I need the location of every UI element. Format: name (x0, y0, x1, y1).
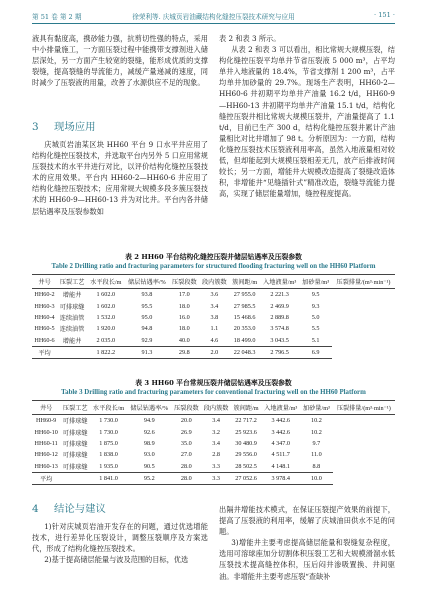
table-cell: 3 574.8 (270, 325, 289, 333)
table-row (32, 289, 395, 301)
table-cell: HH60-3 (34, 302, 55, 310)
table-cell: 93.0 (143, 451, 155, 459)
body-paragraph: 液具有黏度高，携砂能力强，抗剪切性强的特点，采用中小排量施工，一方面压裂过程中能携带支撑剂进入储层深处，另一方面产生较宽的裂缝，能形成优质的支撑裂缝，提高裂缝的导流能力，减缓产量递减的速度，同时减少了压裂液的用量，改善了水源供应不足的现象。 (32, 34, 208, 88)
table-cell: 1 532.0 (96, 313, 116, 321)
table2-caption (28, 252, 399, 272)
table-cell: 可排球缝 (62, 452, 88, 460)
table2-caption-zh: 表 2 HH60 平台结构化缝控压裂井储层钻遇率及压裂参数 (125, 253, 302, 261)
header-page-number: · 151 · (374, 11, 395, 19)
table-cell: 20.0 (180, 417, 192, 425)
table-cell: HH60-6 (34, 336, 55, 344)
column-header: 压裂工艺 (60, 401, 90, 415)
table-cell: HH60-12 (34, 451, 58, 459)
table-cell: 30 480.9 (235, 439, 257, 447)
column-header: 压裂工艺 (57, 275, 87, 289)
table-cell: 40.0 (178, 336, 190, 344)
column-header: 簇间距/m (231, 401, 261, 415)
table-cell: 3.3 (201, 472, 231, 484)
body-paragraph: 表 2 和表 3 所示。 (219, 34, 281, 43)
table-cell: 3 043.5 (270, 336, 289, 344)
table-cell: 28.0 (171, 472, 201, 484)
table-cell: 95.5 (141, 302, 153, 310)
table-cell: 10.2 (310, 428, 322, 436)
table-cell: 16.0 (178, 313, 190, 321)
table-cell: 18 499.0 (233, 336, 256, 344)
table-cell: 91.3 (125, 346, 170, 358)
table-cell: 9.3 (311, 302, 320, 310)
table-cell: 27 985.5 (233, 302, 256, 310)
column-header: 簇间距/m (229, 275, 259, 289)
table-cell: 2 035.0 (96, 336, 116, 344)
section-heading-3 (32, 118, 96, 133)
column-header: 水平段长/m (90, 401, 127, 415)
table-cell: HH60-11 (34, 439, 58, 447)
table-cell: 2.0 (199, 346, 229, 358)
table-cell: 2 889.8 (270, 313, 289, 321)
table-cell: 26.9 (180, 428, 192, 436)
table-cell: 28 502.5 (235, 462, 257, 470)
table-cell: 90.5 (143, 462, 155, 470)
table-cell: 3.2 (212, 428, 220, 436)
table-cell: 10.0 (300, 472, 332, 484)
table-cell: 27 955.0 (233, 291, 256, 299)
table-cell: 1 822.2 (87, 346, 124, 358)
table-header-row (32, 401, 395, 415)
left-column-top (32, 33, 208, 88)
column-header: 入地液量/m³ (261, 401, 300, 415)
table-cell: 1 602.0 (96, 302, 116, 310)
table-cell: 29.8 (169, 346, 199, 358)
table-row (32, 300, 395, 311)
header-rule (32, 23, 395, 24)
table-cell: 10.2 (310, 417, 322, 425)
table2-caption-en: Table 2 Drilling ratio and fracturing parameters for structured flooding fracturing well on the HH60 Platform (51, 263, 376, 270)
column-header: 压裂排量/(m³·min⁻¹) (332, 275, 395, 289)
column-header: 加砂量/m³ (300, 401, 332, 415)
table-cell: 93.8 (141, 291, 153, 299)
table-cell (60, 472, 90, 484)
table-cell: 4 511.7 (271, 451, 290, 459)
section-title: 现场应用 (54, 121, 96, 133)
table-cell: 4 148.1 (271, 462, 290, 470)
section-title: 结论与建议 (54, 503, 106, 515)
table-cell: 29 556.0 (235, 451, 257, 459)
table-cell: 3.4 (212, 439, 220, 447)
table3-caption-zh: 表 3 HH60 平台常规压裂井储层钻遇率及压裂参数 (135, 379, 292, 387)
table-cell: 3.4 (210, 302, 219, 310)
body-paragraph: 从表 2 和表 3 可以看出，相比常规大规模压裂，结构化缝控压裂平均单井节省压裂液 5 000 m³，占平均单井入地液量的 18.4%，节省支撑剂 1 200 m³，占平均单井加砂量的 29.7%。现场生产表明，HH60-2—HH60-6 井初期平均单井产油量 16.2 t/d，HH60-9—HH60-13 井初期平均单井产油量 15.1 t/d，结构化缝控压裂井相比常规大规模压裂井，产油量提高了 1.1 t/d，目前已生产 300 d，结构化缝控压裂井累计产油量相比对比井增加了 98 t。分析原因为：一方面，结构化缝控压裂技术压裂液利用率高，虽然入地液量相对较低，但却能起到大规模压裂相差无几，放产后排液时间较长；另一方面，增能井大规模改造提高了裂缝改造体积，非增能井“见缝插针式”精准改造，裂缝导流能力提高，实现了储层能量增加，缝控程度提高。 (219, 45, 395, 199)
table-row (32, 415, 395, 427)
table-cell: 连续油管 (59, 314, 85, 322)
column-header: 加砂量/m³ (299, 275, 332, 289)
table-cell: 22 048.3 (229, 346, 259, 358)
table-cell: 27 052.6 (231, 472, 261, 484)
table-cell: 3 442.6 (271, 428, 290, 436)
table-cell: 1 838.0 (99, 451, 118, 459)
table-cell: 3.3 (212, 462, 220, 470)
column-header: 压裂段数 (169, 275, 199, 289)
column-header: 水平段长/m (87, 275, 124, 289)
table-cell: 平均 (32, 472, 60, 484)
table-cell: 可排球缝 (62, 440, 88, 448)
table-cell: 92.6 (143, 428, 155, 436)
table-cell: 可排球缝 (62, 429, 88, 437)
column-header: 段内簇数 (201, 401, 231, 415)
left-column-section4 (32, 521, 208, 565)
table-cell: 94.9 (143, 417, 155, 425)
table-cell: 平均 (32, 346, 57, 358)
table-cell: 92.9 (141, 336, 153, 344)
table-row (32, 346, 395, 358)
table-cell: 1.1 (210, 325, 219, 333)
table-cell: 18.0 (178, 325, 190, 333)
table-cell: 18.0 (178, 302, 190, 310)
table-cell: HH60-5 (34, 325, 55, 333)
running-header (32, 11, 395, 23)
table-cell: 15 468.6 (233, 313, 256, 321)
table-cell: 1 730.0 (99, 417, 118, 425)
table-row (32, 461, 395, 473)
table-cell: 1 875.0 (99, 439, 118, 447)
table-cell: 可排球缝 (62, 463, 88, 471)
table-cell: 1 935.0 (99, 462, 118, 470)
table-cell: 17.0 (178, 291, 190, 299)
table-row (32, 335, 395, 347)
table-cell: 增能井 (62, 292, 82, 300)
table-cell: 5.1 (311, 336, 320, 344)
table-cell: 35.0 (180, 439, 192, 447)
column-header: 储层钻遇率/% (127, 401, 171, 415)
table-cell: 连续油管 (59, 326, 85, 334)
table-header-row (32, 275, 395, 289)
column-header: 压裂排量/(m³·min⁻¹) (333, 401, 395, 415)
body-paragraph: 庆城页岩油某区块 HH60 平台 9 口水平井应用了结构化缝控压裂技术，并选取平台内另外 5 口应用常规压裂技术的水平井进行对比，以评价结构化缝控压裂技术的应用效果。平台内 HH60-2—HH60-6 井应用了结构化缝控压裂技术；应用常规大规模多段多簇压裂技术的 HH60-9—HH60-13 并为对比井。平台内各井储层钻遇率及压裂参数如 (32, 140, 208, 216)
table-cell: 22 717.2 (235, 417, 257, 425)
table-cell: 4 347.0 (271, 439, 290, 447)
table-cell: 9.5 (311, 291, 320, 299)
table3-caption-en: Table 3 Drilling ratio and fracturing parameters for conventional fracturing well on the HH60 Platform (61, 389, 366, 396)
table-cell: 1 602.0 (96, 291, 116, 299)
table-cell: HH60-10 (34, 428, 58, 436)
column-header: 段内簇数 (199, 275, 229, 289)
header-volume: 第 51 卷 第 2 期 (32, 13, 82, 21)
table-cell: 5.5 (311, 325, 320, 333)
table-row (32, 312, 395, 323)
table-cell: 11.0 (311, 451, 322, 459)
table-row (32, 438, 395, 449)
table-cell: 95.0 (141, 313, 153, 321)
table2 (32, 274, 395, 359)
column-header: 压裂段数 (171, 401, 201, 415)
table-cell: 3.4 (212, 417, 220, 425)
right-column-bottom (219, 504, 395, 582)
body-paragraph: 3)增能井主要考虑提高储层能量和裂缝复杂程度，选用可溶球座加分切割体积压裂工艺和大规模滑溜水低压裂技术提高缝控体积，压后闷井渗吸置换、井间驱油。非增能井主要考虑压裂“查缺补 (219, 538, 395, 581)
table-row (32, 449, 395, 460)
table-cell: 可排球缝 (59, 303, 85, 311)
table-cell: 95.2 (127, 472, 171, 484)
table-cell: 4.6 (210, 336, 219, 344)
table3-caption (28, 378, 399, 398)
table-cell: 3 978.4 (261, 472, 300, 484)
table-row (32, 426, 395, 437)
table-cell: 1 920.0 (96, 325, 116, 333)
column-header: 入地液量/m³ (260, 275, 300, 289)
body-paragraph: 出隔井增能技术模式，在保证压裂提产效果的前提下，提高了压裂液的利用率，缓解了庆城油田供水不足的问题。 (219, 505, 395, 537)
table3 (32, 400, 395, 485)
table-cell: 可排球缝 (62, 418, 88, 426)
table-cell: 8.8 (312, 462, 321, 470)
table-cell: HH60-4 (34, 313, 55, 321)
table-cell: 2 796.5 (260, 346, 300, 358)
table-row (32, 323, 395, 334)
body-paragraph: 1)针对庆城页岩油开发存在的问题，通过优选增能技术，进行差异化压裂设计，调整压裂顺序及方案选代，形成了结构化缝控压裂技术。 (32, 522, 208, 554)
table-cell: 1 841.0 (90, 472, 127, 484)
table-cell: 25 923.6 (235, 428, 257, 436)
table-cell: 9.7 (312, 439, 321, 447)
table-cell: 5.0 (311, 313, 320, 321)
table-cell: 3 442.6 (271, 417, 290, 425)
table-cell: HH60-9 (35, 417, 57, 425)
table-cell: HH60-2 (34, 291, 55, 299)
table-row (32, 472, 395, 484)
table-cell: 2 469.9 (270, 302, 289, 310)
table-cell: 94.8 (141, 325, 153, 333)
header-article-title: 徐荣利等. 庆城页岩油藏结构化缝控压裂技术研究与应用 (132, 13, 295, 21)
section-number: 3 (32, 121, 39, 133)
table-cell: 3.8 (210, 313, 219, 321)
table-cell: 98.9 (143, 439, 155, 447)
table-cell: 2 221.3 (270, 291, 289, 299)
section-number: 4 (32, 503, 39, 515)
section-heading-4 (32, 500, 106, 515)
left-column-section3 (32, 139, 208, 217)
body-paragraph: 2)基于提高储层能量与波及范围的目标，优选 (44, 555, 189, 565)
column-header: 井号 (32, 401, 60, 415)
table-cell: 20 353.0 (233, 325, 256, 333)
table-cell: 增能井 (62, 337, 82, 345)
table-cell: 1 730.0 (99, 428, 118, 436)
table-cell: 3.6 (210, 291, 219, 299)
right-column-top (219, 33, 395, 199)
column-header: 井号 (32, 275, 57, 289)
column-header: 储层钻遇率/% (125, 275, 170, 289)
table-cell: HH60-13 (34, 462, 58, 470)
table-cell: 28.0 (180, 462, 192, 470)
table-cell (57, 346, 87, 358)
table-cell: 27.0 (180, 451, 192, 459)
table-cell: 2.8 (212, 451, 220, 459)
table-cell: 6.9 (299, 346, 332, 358)
